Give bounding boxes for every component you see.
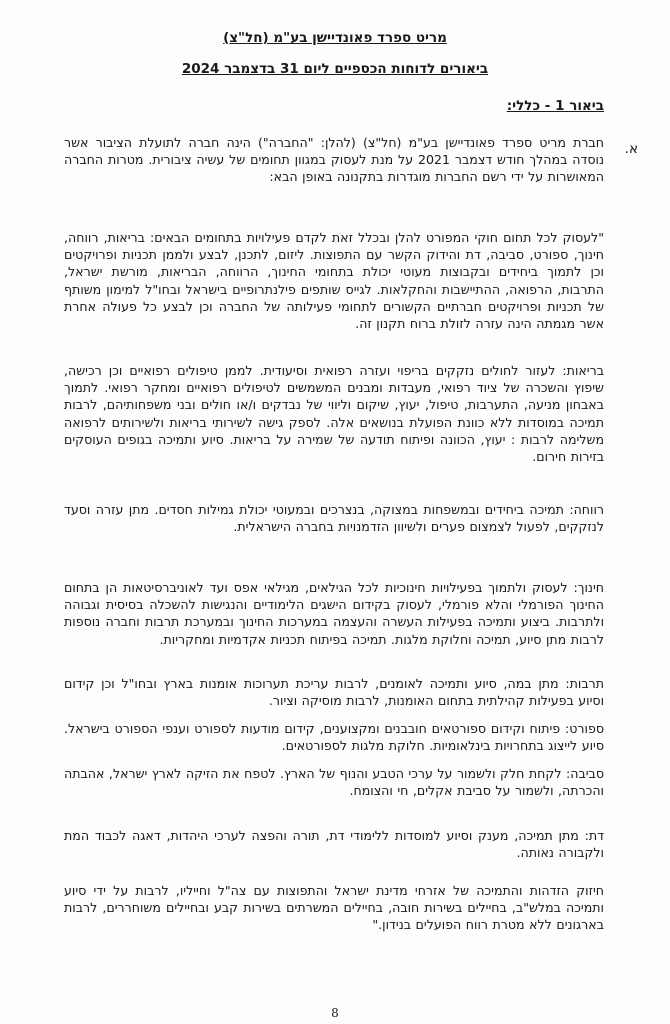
paragraph-objectives-quote: "לעסוק לכל תחום חוקי המפורט להלן ובכלל זאת לקדם פעילויות בתחומים הבאים: בריאות, רווחה, חינוך, ספורט, סביבה, דת והידוק הקשר עם התפוצות. ליזום, לתכנן, לבצע ולממן תכניות ופרויקטים וכן לתמוך ביחידים ובקבוצות מעוטי יכולת בתחומי החינוך, הרווחה, הבריאות, מורשת ישראל, התרבות, הרפואה, ההתיישבות והחקלאות. לגייס שותפים פילנתרופיים בישראל ובחו"ל למימון משותף של תכניות ופרויקטים חברתיים הקשורים לתחומי פעילותה של החברה וכן לבצע כל פעולה אחרת אשר מגמתה הינה עזרה לזולת ברוח תקנון זה. [64,230,604,332]
paragraph-religion: דת: מתן תמיכה, מענק וסיוע למוסדות ללימודי דת, תורה והפצה לערכי היהדות, דאגה לכבוד המת ולקבורה נאותה. [64,828,604,861]
paragraph-idf-support: חיזוק הזדהות והתמיכה של אזרחי מדינת ישראל והתפוצות עם צה"ל וחייליו, לרבות על ידי סיוע ותמיכה במלש"ב, בחיילים בשירות חובה, בחיילים המשרתים בשירות קבע ובחיילים משוחררים, לרבות בארגונים ללא מטרת רווח הפועלים בנידון." [64,883,604,933]
report-title: ביאורים לדוחות הכספיים ליום 31 בדצמבר 2024 [181,61,489,77]
organization-title: מריט ספרד פאונדיישן בע"מ (חל"צ) [223,30,447,46]
paragraph-sport: ספורט: פיתוח וקידום ספורטאים חובבנים ומקצוענים, קידום מודעות לספורט וענפי הספורט בישראל. סיוע לייצוג בתחרויות בינלאומיות. חלוקת מלגות לספורטאים. [64,721,604,754]
section-title: ביאור 1 - כללי: [506,98,604,114]
page-number: 8 [331,1006,339,1020]
paragraph-education: חינוך: לעסוק ולתמוך בפעילויות חינוכיות לכל הגילאים, מגילאי אפס ועד לאוניברסיטאות הן בתחום החינוך הפורמלי והלא פורמלי, לעסוק בקידום הישגים הלימודיים והנגישות להשכלה בסיסית וגבוהה ולתרבות. ביצוע ותמיכה בפעילות העשרה והעצמה במערכות החינוך ובמערכת תרבות וחברה נוספות לרבות מתן סיוע, תמיכה וחלוקת מלגות. תמיכה בפיתוח תכניות אקדמיות ומחקריות. [64,580,604,647]
paragraph-health: בריאות: לעזור לחולים נזקקים בריפוי ועזרה רפואית וסיעודית. לממן טיפולים רפואיים וכן רכישה, שיפוץ והשכרה של ציוד רפואי, מעבדות ומבנים המשמשים לטיפולים רפואיים ומחקר רפואי. לתמוך באבחון מניעה, התערבות, טיפול, יעוץ, שיקום וליווי של נבדקים ו/או חולים ובני משפחותיהם, לרבות תמיכה במוסדות ללא כוונת הפועלת בנושאים אלה. לספק גישה לשירותי בריאות ולשירותים לרפואה משלימה לרבות : יעוץ, הכוונה ופיתוח תודעה של שמירה על בריאות. סיוע ותמיכה בגופים העוסקים בזירות חירום. [64,363,604,465]
paragraph-welfare: רווחה: תמיכה ביחידים ובמשפחות במצוקה, בנצרכים ובמעוטי יכולת גמילות חסדים. מתן עזרה וסעד לנזקקים, לפעול לצמצום פערים ולשיוון הזדמנויות בחברה הישראלית. [64,502,604,535]
item-letter: א. [624,141,638,157]
paragraph-environment: סביבה: לקחת חלק ולשמור על ערכי הטבע והנוף של הארץ. לטפח את הזיקה לארץ ישראל, אהבתה והכרתה, ולשמור על סביבת אקלים, חי והצומח. [64,766,604,799]
paragraph-culture: תרבות: מתן במה, סיוע ותמיכה לאומנים, לרבות עריכת תערוכות אומנות בארץ ובחו"ל וכן קידום וסיוע בפעילות קהילתית בתחום האומנות, לרבות מוסיקה וציור. [64,676,604,709]
paragraph-company-intro: חברת מריט ספרד פאונדיישן בע"מ (חל"צ) (להלן: "החברה") הינה חברה לתועלת הציבור אשר נוסדה במהלך חודש דצמבר 2021 על מנת לעסוק במגוון תחומים של עשיה ציבורית. מטרות החברה המאושרות על ידי רשם החברות מוגדרות בתקנונה באופן הבא: [64,135,604,185]
